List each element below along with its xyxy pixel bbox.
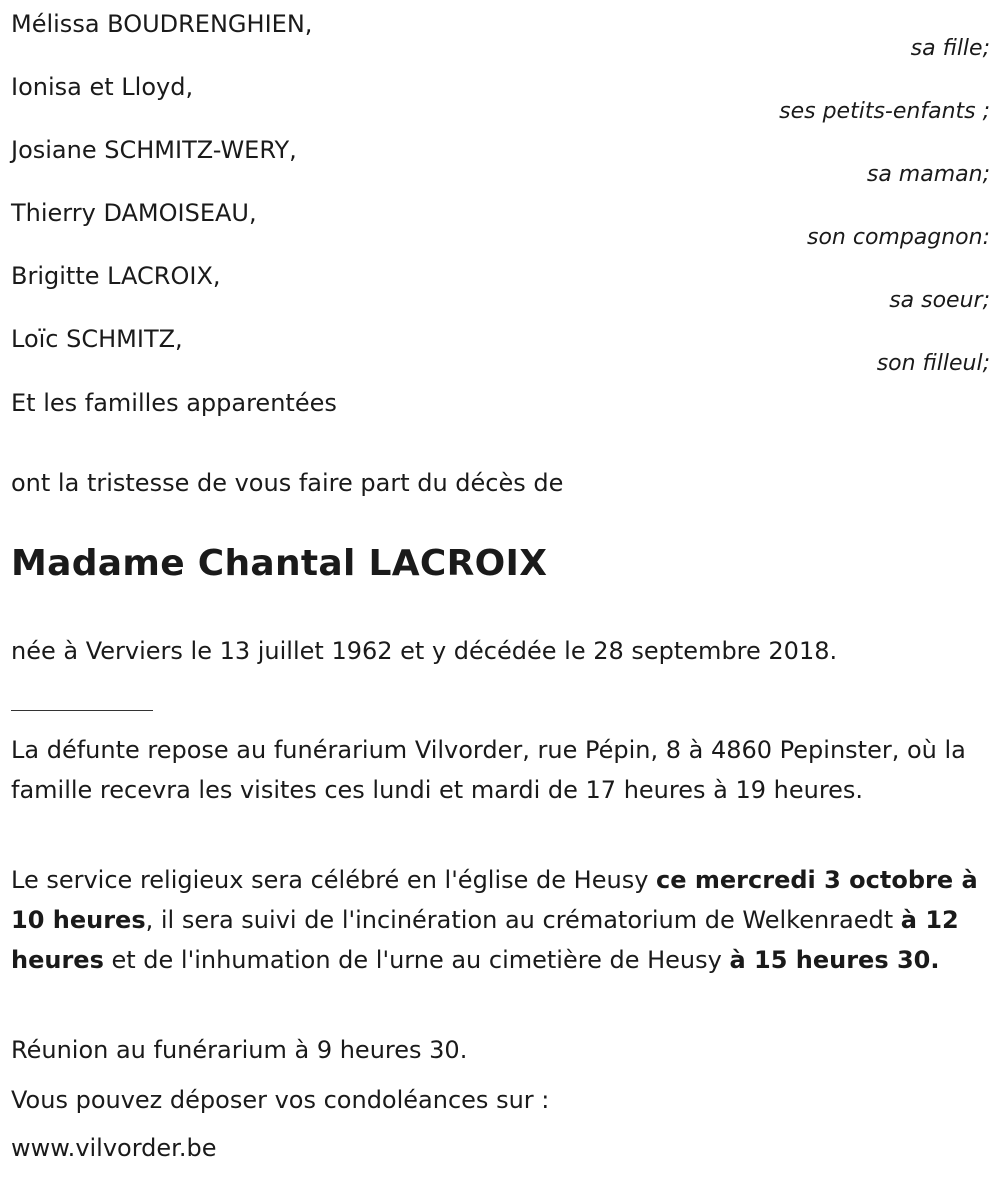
burial-time-highlight: à 15 heures 30. [729, 946, 940, 974]
cremation-time-highlight: à 12 heures [11, 906, 959, 974]
family-member-relation: son filleul; [876, 351, 990, 376]
announcement-text: ont la tristesse de vous faire part du décès de [11, 469, 564, 497]
separator-line [11, 710, 153, 711]
family-entry [0, 0, 1000, 63]
family-entry [0, 63, 1000, 126]
deceased-name: Madame Chantal LACROIX [11, 543, 548, 584]
family-member-name: Loïc SCHMITZ, [11, 325, 183, 353]
service-date-highlight: ce mercredi 3 octobre à 10 heures [11, 866, 978, 934]
family-member-relation: sa fille; [910, 36, 990, 61]
family-member-name: Brigitte LACROIX, [11, 262, 221, 290]
family-entry [0, 252, 1000, 315]
service-text: , il sera suivi de l'incinération au crématorium de Welkenraedt [145, 906, 901, 934]
service-text: Le service religieux sera célébré en l'église de Heusy [11, 866, 657, 894]
website-link[interactable]: www.vilvorder.be [11, 1134, 217, 1162]
family-member-name: Josiane SCHMITZ-WERY, [11, 136, 297, 164]
family-entry [0, 315, 1000, 378]
family-member-relation: sa soeur; [889, 288, 990, 313]
family-entry [0, 189, 1000, 252]
repose-paragraph: La défunte repose au funérarium Vilvorder, rue Pépin, 8 à 4860 Pepinster, où la famille recevra les visites ces lundi et mardi de 17 heures à 19 heures. [11, 736, 966, 804]
family-member-relation: ses petits-enfants ; [779, 99, 990, 124]
family-member-relation: son compagnon: [806, 225, 990, 250]
condolences-intro: Vous pouvez déposer vos condoléances sur : [11, 1086, 550, 1114]
service-paragraph [11, 860, 991, 980]
family-member-relation: sa maman; [866, 162, 990, 187]
reunion-text: Réunion au funérarium à 9 heures 30. [11, 1036, 468, 1064]
birth-death-dates: née à Verviers le 13 juillet 1962 et y décédée le 28 septembre 2018. [11, 637, 838, 665]
family-entry [0, 126, 1000, 189]
service-text: et de l'inhumation de l'urne au cimetière de Heusy [103, 946, 730, 974]
family-member-name: Ionisa et Lloyd, [11, 73, 194, 101]
family-member-name: Thierry DAMOISEAU, [11, 199, 257, 227]
family-member-name: Mélissa BOUDRENGHIEN, [11, 10, 313, 38]
related-families: Et les familles apparentées [11, 389, 337, 417]
